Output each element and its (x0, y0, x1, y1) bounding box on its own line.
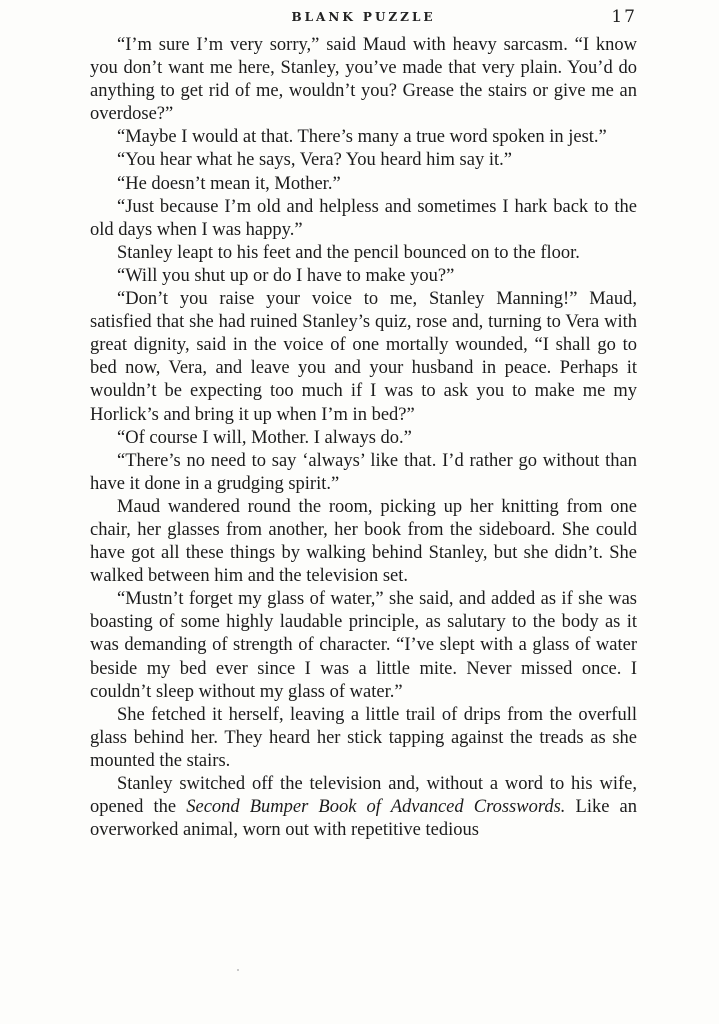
paragraph: “He doesn’t mean it, Mother.” (117, 173, 341, 194)
running-head (90, 7, 637, 29)
paragraph: “Don’t you raise your voice to me, Stanley Manning!” Maud, satisfied that she had ruined Stanley’s quiz, rose and, turning to Vera with great dignity, said in the voice of one mortally wounded, “I shall go to bed now, Vera, and leave you and your husband in peace. Perhaps it wouldn’t be expecting too much if I was to ask you to make me my Horlick’s and bring it up when I’m in bed?” (90, 289, 637, 425)
paragraph: Stanley leapt to his feet and the pencil bounced on to the floor. (117, 242, 580, 263)
paper-speck (237, 969, 239, 971)
paragraph: “Mustn’t forget my glass of water,” she said, and added as if she was boasting of some highly laudable principle, as salutary to the body as it was demanding of strength of character. “I’ve slept with a glass of water beside my bed ever since I was a little mite. Never missed once. I couldn’t sleep without my glass of water.” (90, 589, 637, 702)
body-text (90, 34, 637, 842)
page-number: 17 (611, 7, 637, 27)
last-paragraph-end: Like an overworked animal, worn out with repetitive tedious (90, 797, 637, 841)
paragraph: “Of course I will, Mother. I always do.” (117, 427, 412, 448)
paragraph: “Maybe I would at that. There’s many a true word spoken in jest.” (117, 127, 607, 148)
paragraph: “There’s no need to say ‘always’ like that. I’d rather go without than have it done in a grudging spirit.” (90, 450, 637, 494)
last-paragraph (90, 773, 637, 842)
paragraph: Maud wandered round the room, picking up her knitting from one chair, her glasses from another, her book from the sideboard. She could have got all these things by walking behind Stanley, but she didn’t. She walked between him and the television set. (90, 496, 637, 587)
running-title: BLANK PUZZLE (291, 10, 436, 24)
paragraph: She fetched it herself, leaving a little trail of drips from the overfull glass behind her. They heard her stick tapping against the treads as she mounted the stairs. (90, 704, 637, 771)
paragraph: “Will you shut up or do I have to make you?” (117, 265, 455, 286)
paragraph: “Just because I’m old and helpless and sometimes I hark back to the old days when I was happy.” (90, 196, 637, 240)
paragraph: “You hear what he says, Vera? You heard him say it.” (117, 150, 512, 171)
last-paragraph-start: Stanley switched off the television and, without a word to his wife, opened the (90, 774, 637, 818)
book-title: Second Bumper Book of Advanced Crosswords. (186, 797, 566, 818)
paragraph: “I’m sure I’m very sorry,” said Maud with heavy sarcasm. “I know you don’t want me here, Stanley, you’ve made that very plain. You’d do anything to get rid of me, wouldn’t you? Grease the stairs or give me an overdose?” (90, 35, 637, 125)
